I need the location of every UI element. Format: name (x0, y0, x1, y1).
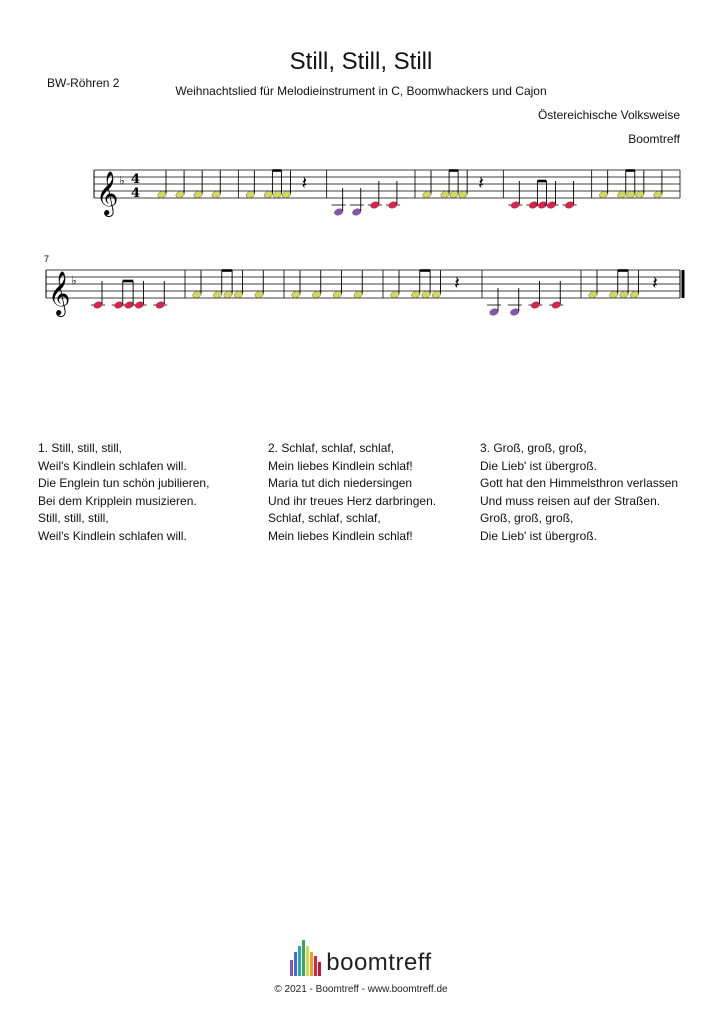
quarter-rest-icon: 𝄽 (301, 172, 308, 194)
lyrics-verse-2 (268, 440, 436, 546)
lyric-line: Weil's Kindlein schlafen will. (38, 528, 187, 543)
boomtreff-logo (0, 940, 722, 981)
logo-bar (306, 946, 309, 976)
treble-clef-icon: 𝄞 (96, 171, 119, 215)
lyric-line: Schlaf, schlaf, schlaf, (268, 511, 381, 526)
logo-wordmark: boomtreff (326, 949, 432, 976)
subtitle: Weihnachtslied für Melodieinstrument in C, Boomwhackers und Cajon (175, 84, 547, 98)
lyric-line: Mein liebes Kindlein schlaf! (268, 458, 413, 473)
lyrics-verse-3 (480, 440, 678, 546)
logo-bars-icon (290, 940, 321, 976)
measure-number: 7 (44, 254, 50, 264)
logo-bar (294, 952, 297, 976)
lyrics-verse-1 (38, 440, 209, 546)
quarter-rest-icon: 𝄽 (652, 272, 658, 294)
treble-clef-icon: 𝄞 (48, 271, 71, 315)
logo-bar (298, 946, 301, 976)
arranger-label: Boomtreff (628, 132, 680, 146)
lyric-line: Und muss reisen auf der Straßen. (480, 493, 661, 508)
key-signature-flat-icon: ♭ (71, 273, 77, 288)
lyric-line: Weil's Kindlein schlafen will. (38, 458, 187, 473)
logo-bar (318, 962, 321, 976)
lyric-line: Die Englein tun schön jubilieren, (38, 476, 210, 491)
lyric-line: 1. Still, still, still, (38, 441, 123, 455)
lyric-line: Die Lieb' ist übergroß. (480, 458, 598, 473)
time-signature-bottom: 4 (131, 186, 141, 201)
quarter-rest-icon: 𝄽 (454, 272, 460, 294)
origin-label: Östereichische Volksweise (537, 108, 680, 122)
lyric-line: Maria tut dich niedersingen (268, 476, 413, 491)
sheet-music-score (0, 150, 722, 330)
lyric-line: Gott hat den Himmelsthron verlassen (480, 476, 679, 491)
key-signature-flat-icon: ♭ (119, 173, 125, 188)
lyric-line: Und ihr treues Herz darbringen. (268, 493, 437, 508)
lyric-line: Bei dem Kripplein musizieren. (38, 493, 197, 508)
logo-bar (310, 952, 313, 976)
part-label: BW-Röhren 2 (47, 76, 120, 90)
quarter-rest-icon: 𝄽 (478, 172, 484, 194)
logo-bar (314, 956, 317, 976)
logo-bar (302, 940, 305, 976)
logo-bar (290, 960, 293, 976)
lyric-line: Mein liebes Kindlein schlaf! (268, 528, 413, 543)
lyric-line: Groß, groß, groß, (480, 511, 574, 526)
page-title: Still, Still, Still (289, 48, 433, 75)
copyright-notice: © 2021 - Boomtreff - www.boomtreff.de (274, 984, 448, 995)
lyric-line: Die Lieb' ist übergroß. (480, 528, 598, 543)
lyric-line: 3. Groß, groß, groß, (480, 441, 587, 455)
lyric-line: Still, still, still, (38, 511, 109, 526)
lyric-line: 2. Schlaf, schlaf, schlaf, (268, 441, 395, 455)
time-signature-top: 4 (131, 172, 141, 187)
